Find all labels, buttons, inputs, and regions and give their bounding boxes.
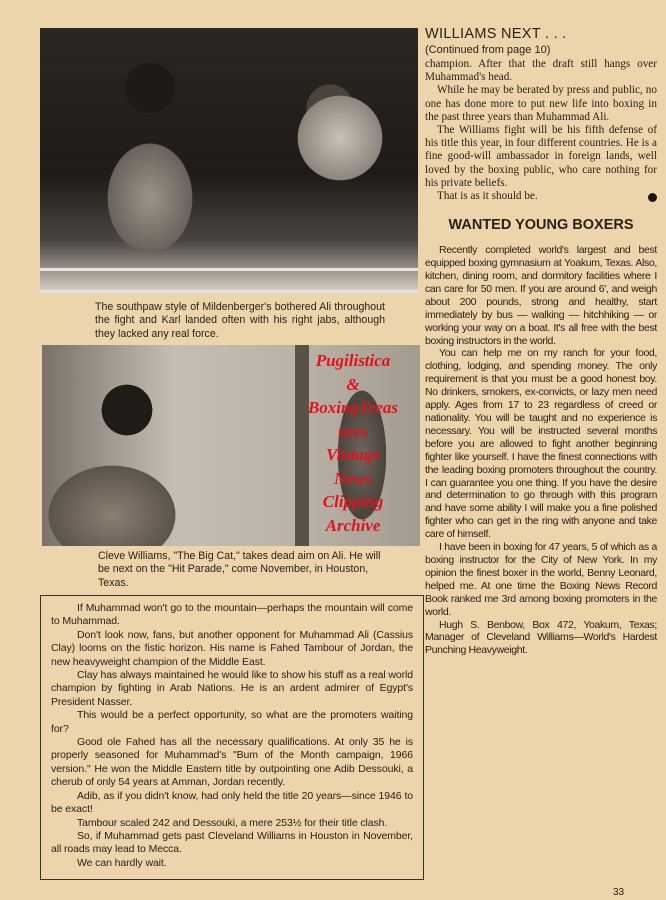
boxed-article	[40, 595, 424, 880]
paragraph: We can hardly wait.	[77, 856, 167, 869]
watermark-line: News	[334, 468, 372, 488]
paragraph: So, if Muhammad gets past Cleveland Williams in Houston in November, all roads may lead to Mecca.	[51, 829, 413, 856]
watermark-line: Vintage	[326, 445, 380, 464]
watermark-line: Pugilistica	[315, 351, 391, 370]
watermark	[278, 349, 420, 537]
end-bullet-icon	[648, 193, 657, 202]
photo-caption: Cleve Williams, "The Big Cat," takes dead aim on Ali. He will be next on the "Hit Parade," come November, in Houston, Texas.	[98, 550, 381, 589]
paragraph: This would be a perfect opportunity, so what are the promoters waiting for?	[51, 709, 413, 735]
paragraph: The Williams fight will be his fifth defense of his title this year, in four different countries. He is a fine good-will ambassador in foreign lands, well loved by the boxing public, who care nothing for his private beliefs.	[425, 124, 657, 189]
paragraph: Hugh S. Benbow, Box 472, Yoakum, Texas; Manager of Cleveland Williams—World's Hardest Punching Heavyweight.	[425, 618, 657, 657]
photo-williams-aims-at-ali	[42, 345, 420, 546]
ring-rope	[40, 290, 418, 293]
paragraph: Tambour scaled 242 and Dessouki, a mere 253½ for their title clash.	[77, 816, 388, 829]
paragraph: champion. After that the draft still hangs over Muhammad's head.	[425, 58, 657, 84]
paragraph: Good ole Fahed has all the necessary qualifications. At only 35 he is properly seasoned for Muhammad's "Bum of the Month campaign, 1966 version." He won the Middle Eastern title by outpointing one Adib Dessouki, a cherub of only 54 years at Amman, Jordan recently.	[51, 736, 413, 789]
page-number: 33	[613, 887, 625, 898]
paragraph: While he may be berated by press and public, no one has done more to put new life into boxing in the past three years than Muhammad Ali.	[425, 84, 657, 123]
williams-next-article	[425, 58, 657, 203]
article-heading: WILLIAMS NEXT . . .	[425, 26, 567, 42]
watermark-line: Archive	[325, 515, 381, 535]
photo-caption: The southpaw style of Mildenberger's bothered Ali throughout the fight and Karl landed often with his right jabs, although they lacked any real force.	[95, 301, 385, 340]
watermark-line: BoxingTreas	[307, 398, 399, 417]
continued-note: (Continued from page 10)	[425, 44, 551, 56]
paragraph-last	[425, 190, 657, 203]
paragraph: Recently completed world's largest and best equipped boxing gymnasium at Yoakum, Texas. Also, kitchen, dining room, and dormitory facilities where I can care for 50 men. If you are around 6', and weigh about 200 pounds, strong and healthy, start immediately by bus — walking — hitchhiking — or working your way on a boat. It's all free with the best boxing instructors in the world.	[425, 244, 657, 347]
wanted-ad	[425, 244, 657, 657]
paragraph: Clay has always maintained he would like to show his stuff as a real world champion by fighting in Arab Nations. He is an ardent admirer of Egypt's President Nasser.	[51, 669, 413, 708]
last-line: That is as it should be.	[437, 190, 538, 203]
paragraph: I have been in boxing for 47 years, 5 of which as a boxing instructor for the City of New York. In my opinion the finest boxer in the world, Benny Leonard, helped me. At one time the Boxing News Record Book ranked me 3rd among boxing promoters in the world.	[425, 541, 657, 618]
photo-ali-vs-mildenberger	[40, 28, 418, 294]
watermark-line: &	[346, 374, 360, 394]
paragraph: If Muhammad won't go to the mountain—perhaps the mountain will come to Muhammad.	[51, 602, 413, 628]
paragraph: You can help me on my ranch for your food, clothing, lodging, and spending money. The only requirement is that you must be a good honest boy. No drinkers, smokers, ex-convicts, or lazy men need apply. Ages from 17 to 23 regardless of creed or nationality. You will be taught and no experience is necessary. You will be instructed several months before you are allowed to fight another beginning fighter like yourself. I have the finest connections with the leading boxing promoters throughout the country. I can guarantee you one thing. If you have the desire and determination to go through with this program and have some ability I will make you a fine polished fighter who can get in the ring with anyone and take care of himself.	[425, 347, 657, 541]
paragraph: Don't look now, fans, but another opponent for Muhammad Ali (Cassius Clay) looms on the fistic horizon. His name is Fahed Tambour of Jordan, the new heavyweight champion of the Middle East.	[51, 628, 413, 668]
ad-heading: WANTED YOUNG BOXERS	[448, 217, 634, 234]
ring-rope	[40, 268, 418, 271]
paragraph: Adib, as if you didn't know, had only held the title 20 years—since 1946 to be exact!	[51, 789, 413, 816]
right-column	[425, 26, 657, 657]
watermark-line: ures	[337, 421, 369, 441]
watermark-line: Clipping	[322, 492, 384, 511]
